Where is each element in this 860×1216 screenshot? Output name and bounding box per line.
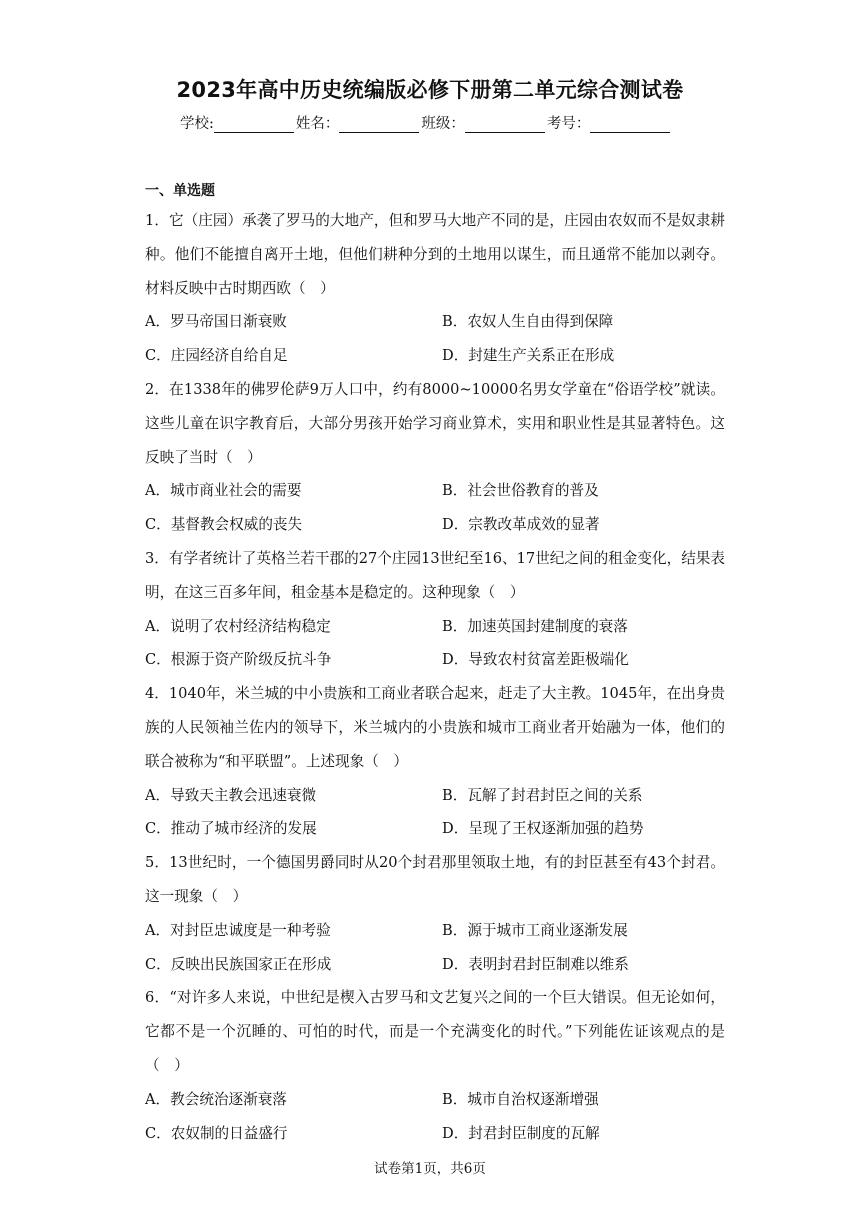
exam-number-blank: [590, 116, 670, 133]
options-row: [145, 643, 725, 677]
options-row: [145, 610, 725, 644]
options-row: [145, 914, 725, 948]
option-c: C．反映出民族国家正在形成: [145, 955, 332, 973]
options-row: [145, 339, 725, 373]
option-b: B．社会世俗教育的普及: [442, 482, 599, 500]
option-c: C．推动了城市经济的发展: [145, 820, 317, 838]
question-4: [145, 677, 725, 846]
name-label: 姓名：: [295, 116, 340, 132]
exam-number-label: 考号：: [546, 116, 591, 132]
question-5: [145, 846, 725, 981]
question-6: [145, 981, 725, 1150]
question-1: [145, 204, 725, 373]
question-stem: 4．1040年，米兰城的中小贵族和工商业者联合起来，赶走了大主教。1045年，在出身贵族的人民领袖兰佐内的领导下，米兰城内的小贵族和城市工商业者开始融为一体，他们的联合被称为“和平联盟”。上述现象（ ）: [145, 685, 725, 770]
option-c: C．根源于资产阶级反抗斗争: [145, 651, 332, 669]
option-d: D．呈现了王权逐渐加强的趋势: [442, 820, 644, 838]
option-a: A．教会统治逐渐衰落: [145, 1090, 287, 1108]
options-row: [145, 948, 725, 982]
options-row: [145, 779, 725, 813]
student-info-row: [180, 112, 672, 133]
options-row: [145, 1117, 725, 1151]
name-blank: [339, 116, 419, 133]
options-row: [145, 305, 725, 339]
option-b: B．瓦解了封君封臣之间的关系: [442, 786, 643, 804]
class-label: 班级：: [421, 116, 465, 132]
school-label: 学校:: [180, 116, 214, 132]
question-3: [145, 542, 725, 677]
option-d: D．导致农村贫富差距极端化: [442, 651, 629, 669]
option-a: A．对封臣忠诚度是一种考验: [145, 921, 331, 939]
option-b: B．城市自治权逐渐增强: [442, 1090, 599, 1108]
question-2: [145, 373, 725, 542]
options-row: [145, 474, 725, 508]
class-blank: [465, 116, 545, 133]
option-a: A．罗马帝国日渐衰败: [145, 313, 287, 331]
option-b: B．农奴人生自由得到保障: [442, 313, 614, 331]
question-stem: 3．有学者统计了英格兰若干郡的27个庄园13世纪至16、17世纪之间的租金变化，结果表明，在这三百多年间，租金基本是稳定的。这种现象（ ）: [145, 549, 725, 601]
exam-title: 2023年高中历史统编版必修下册第二单元综合测试卷: [176, 78, 684, 102]
section-title: 一、单选题: [145, 183, 215, 199]
option-d: D．封建生产关系正在形成: [442, 347, 615, 365]
option-b: B．加速英国封建制度的衰落: [442, 617, 628, 635]
option-c: C．农奴制的日益盛行: [145, 1124, 288, 1142]
question-stem: 6．“对许多人来说，中世纪是楔入古罗马和文艺复兴之间的一个巨大错误。但无论如何，它都不是一个沉睡的、可怕的时代，而是一个充满变化的时代。”下列能佐证该观点的是（ ）: [145, 989, 725, 1074]
option-d: D．封君封臣制度的瓦解: [442, 1124, 600, 1142]
options-row: [145, 812, 725, 846]
question-list: [145, 204, 725, 1150]
options-row: [145, 1083, 725, 1117]
option-c: C．庄园经济自给自足: [145, 347, 288, 365]
question-stem: 5．13世纪时，一个德国男爵同时从20个封君那里领取土地，有的封臣甚至有43个封君。这一现象（ ）: [145, 854, 725, 905]
option-d: D．表明封君封臣制难以维系: [442, 955, 629, 973]
option-a: A．城市商业社会的需要: [145, 482, 302, 500]
option-b: B．源于城市工商业逐渐发展: [442, 921, 628, 939]
option-c: C．基督教会权威的丧失: [145, 516, 303, 534]
school-blank: [214, 116, 294, 133]
question-stem: 1．它（庄园）承袭了罗马的大地产，但和罗马大地产不同的是，庄园由农奴而不是奴隶耕种。他们不能擅自离开土地，但他们耕种分到的土地用以谋生，而且通常不能加以剥夺。材料反映中古时期西欧（ ）: [145, 212, 725, 297]
question-stem: 2．在1338年的佛罗伦萨9万人口中，约有8000~10000名男女学童在“俗语学校”就读。这些儿童在识字教育后，大部分男孩开始学习商业算术，实用和职业性是其显著特色。这反映了当时（ ）: [145, 380, 725, 466]
page-footer: 试卷第1页，共6页: [374, 1161, 486, 1177]
option-d: D．宗教改革成效的显著: [442, 516, 600, 534]
option-a: A．说明了农村经济结构稳定: [145, 617, 331, 635]
options-row: [145, 508, 725, 542]
option-a: A．导致天主教会迅速衰微: [145, 786, 317, 804]
